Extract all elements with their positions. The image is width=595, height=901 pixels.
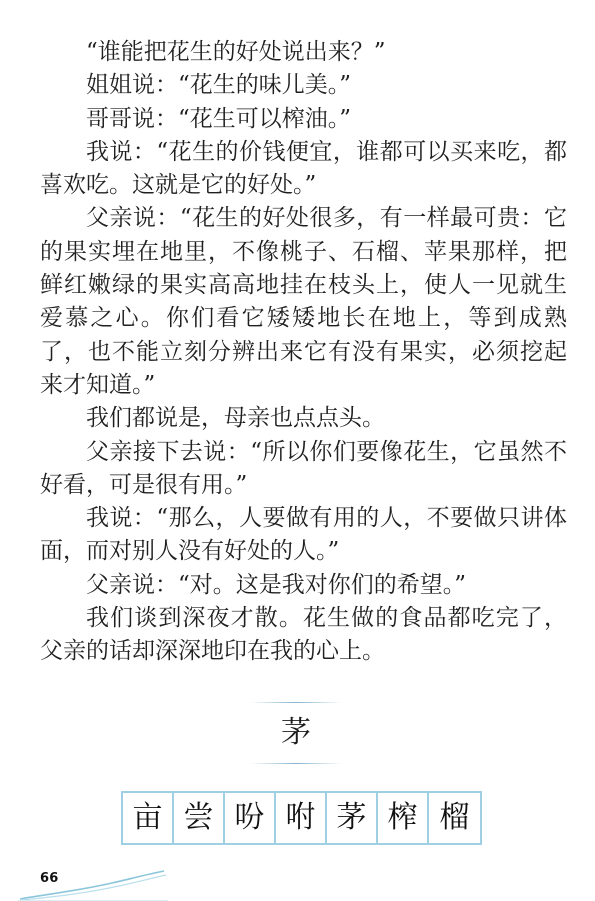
- paragraph-5: 父亲说：“花生的好处很多，有一样最可贵：它的果实埋在地里，不像桃子、石榴、苹果那样，把鲜红嫩绿的果实高高地挂在枝头上，使人一见就生爱慕之心。你们看它矮矮地长在地上，等到成熟了，也不能立刻分辨出来它有没有果实，必须挖起来才知道。”: [40, 205, 567, 398]
- paragraph-8: 我说：“那么，人要做有用的人，不要做只讲体面，而对别人没有好处的人。”: [40, 505, 567, 565]
- character-cell: 榨: [378, 793, 429, 843]
- character-cell: 榴: [439, 800, 470, 835]
- character-cell: 亩: [123, 793, 174, 843]
- character-cell: 茅: [327, 793, 378, 843]
- page-number: 66: [40, 871, 59, 886]
- character-cell: 咐: [276, 793, 327, 843]
- paragraph-3: 哥哥说：“花生可以榨油。”: [86, 105, 352, 132]
- character-cell: 尝: [174, 793, 225, 843]
- character-cell: 吩: [225, 793, 276, 843]
- character-grid: [121, 791, 482, 845]
- story-text: [40, 36, 567, 669]
- paragraph-1: “谁能把花生的好处说出来？”: [86, 39, 386, 65]
- character-section-title: 茅: [281, 715, 311, 750]
- paragraph-7: 父亲接下去说：“所以你们要像花生，它虽然不好看，可是很有用。”: [40, 438, 567, 498]
- character-section-header: [250, 702, 342, 764]
- paragraph-9: 父亲说：“对。这是我对你们的希望。”: [86, 571, 467, 598]
- paragraph-6: 我们都说是，母亲也点点头。: [86, 405, 385, 432]
- paragraph-4: 我说：“花生的价钱便宜，谁都可以买来吃，都喜欢吃。这就是它的好处。”: [40, 138, 567, 199]
- paragraph-2: 姐姐说：“花生的味儿美。”: [86, 72, 352, 99]
- paragraph-10: 我们谈到深夜才散。花生做的食品都吃完了，父亲的话却深深地印在我的心上。: [40, 605, 567, 665]
